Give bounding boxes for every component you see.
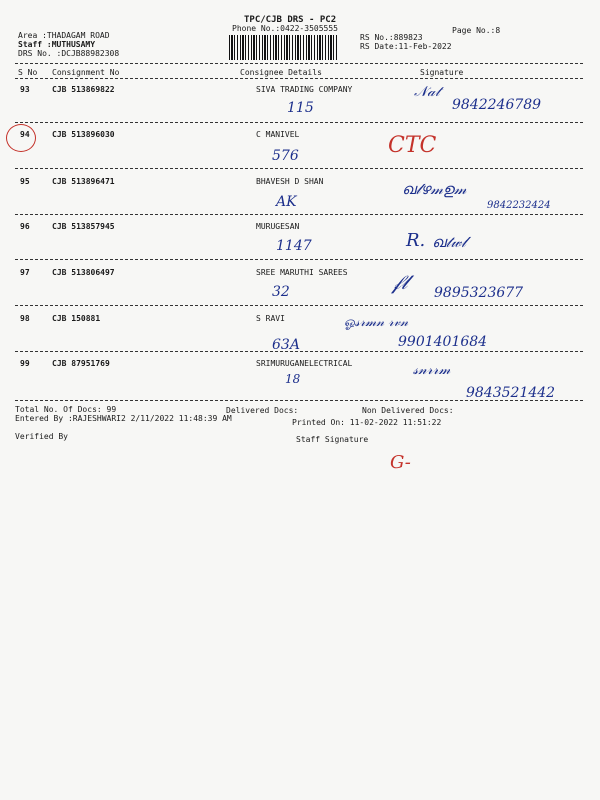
handwritten-signature: 9895323677 bbox=[434, 285, 524, 301]
row-sno: 99 bbox=[20, 359, 30, 368]
divider bbox=[15, 168, 583, 169]
row-sno: 97 bbox=[20, 268, 30, 277]
divider bbox=[15, 122, 583, 123]
divider bbox=[15, 63, 583, 64]
row-consignment: CJB 513896030 bbox=[52, 130, 115, 139]
barcode-image bbox=[229, 35, 339, 60]
column-header-consignment: Consignment No bbox=[52, 68, 120, 77]
rs-date: RS Date:11-Feb-2022 bbox=[360, 42, 452, 51]
staff-label: Staff :MUTHUSAMY bbox=[18, 40, 96, 49]
entered-by: Entered By :RAJESHWARI2 2/11/2022 11:48:39 AM bbox=[15, 414, 232, 423]
row-consignee: S RAVI bbox=[256, 314, 285, 323]
divider bbox=[15, 78, 583, 79]
handwritten-signature: R. bbox=[406, 230, 426, 251]
row-sno: 93 bbox=[20, 85, 30, 94]
handwritten-signature: CTC bbox=[388, 133, 437, 158]
area-label: Area :THADAGAM ROAD bbox=[18, 31, 110, 40]
column-header-sno: S No bbox=[18, 68, 38, 77]
row-consignment: CJB 513806497 bbox=[52, 268, 115, 277]
row-consignment: CJB 87951769 bbox=[52, 359, 110, 368]
row-consignment: CJB 513896471 bbox=[52, 177, 115, 186]
row-sno: 98 bbox=[20, 314, 30, 323]
phone-number: Phone No.:0422-3505555 bbox=[232, 24, 338, 33]
staff-signature: G- bbox=[390, 452, 411, 473]
signature-scribble: ஓ𝓈𝓇𝓂𝓃 𝓇𝓋𝓃 bbox=[344, 315, 409, 330]
verified-by: Verified By bbox=[15, 432, 68, 441]
non-delivered-docs: Non Delivered Docs: bbox=[362, 406, 454, 415]
row-consignment: CJB 513869822 bbox=[52, 85, 115, 94]
page-number: Page No.:8 bbox=[452, 26, 501, 35]
drs-number: DRS No. :DCJB88982308 bbox=[18, 49, 120, 58]
document-title: TPC/CJB DRS - PC2 bbox=[244, 15, 337, 25]
handwritten-note: 32 bbox=[272, 284, 290, 300]
signature-scribble: 𝒩𝒶𝓉 bbox=[414, 84, 440, 100]
staff-signature-label: Staff Signature bbox=[296, 435, 369, 444]
handwritten-signature: 9843521442 bbox=[466, 385, 556, 401]
row-consignee: SRIMURUGANELECTRICAL bbox=[256, 359, 353, 368]
handwritten-note: 115 bbox=[287, 100, 314, 116]
signature-scribble: ഖ𝓉𝓌𝓁 bbox=[432, 233, 467, 251]
divider bbox=[15, 305, 583, 306]
signature-scribble: 𝓈𝓃𝓇𝓇𝓂 bbox=[413, 362, 451, 378]
signature-scribble: ഖ𝓁ഴ𝓂ഉ𝓂 bbox=[402, 180, 467, 198]
handwritten-note: 576 bbox=[272, 148, 299, 164]
row-consignee: MURUGESAN bbox=[256, 222, 300, 231]
handwritten-signature: 9901401684 bbox=[398, 334, 488, 350]
handwritten-note: 18 bbox=[285, 372, 301, 386]
row-consignee: BHAVESH D SHAN bbox=[256, 177, 324, 186]
row-sno: 96 bbox=[20, 222, 30, 231]
divider bbox=[15, 351, 583, 352]
divider bbox=[15, 259, 583, 260]
handwritten-note: 63A bbox=[272, 337, 300, 353]
handwritten-note: AK bbox=[276, 194, 297, 210]
row-consignee: SIVA TRADING COMPANY bbox=[256, 85, 353, 94]
signature-scribble: 𝒻𝓁 bbox=[392, 270, 408, 294]
row-consignment: CJB 513857945 bbox=[52, 222, 115, 231]
divider bbox=[15, 214, 583, 215]
row-consignment: CJB 150881 bbox=[52, 314, 101, 323]
delivered-docs: Delivered Docs: bbox=[226, 406, 299, 415]
handwritten-signature: 9842232424 bbox=[487, 200, 551, 211]
printed-on: Printed On: 11-02-2022 11:51:22 bbox=[292, 418, 442, 427]
rs-number: RS No.:889823 bbox=[360, 33, 423, 42]
handwritten-signature: 9842246789 bbox=[452, 97, 542, 113]
row-consignee: C MANIVEL bbox=[256, 130, 300, 139]
total-docs: Total No. Of Docs: 99 bbox=[15, 405, 117, 414]
handwritten-note: 1147 bbox=[276, 238, 312, 254]
row-sno: 94 bbox=[20, 130, 30, 139]
column-header-signature: Signature bbox=[420, 68, 464, 77]
row-consignee: SREE MARUTHI SAREES bbox=[256, 268, 348, 277]
row-sno: 95 bbox=[20, 177, 30, 186]
column-header-consignee: Consignee Details bbox=[240, 68, 322, 77]
divider bbox=[15, 400, 583, 401]
